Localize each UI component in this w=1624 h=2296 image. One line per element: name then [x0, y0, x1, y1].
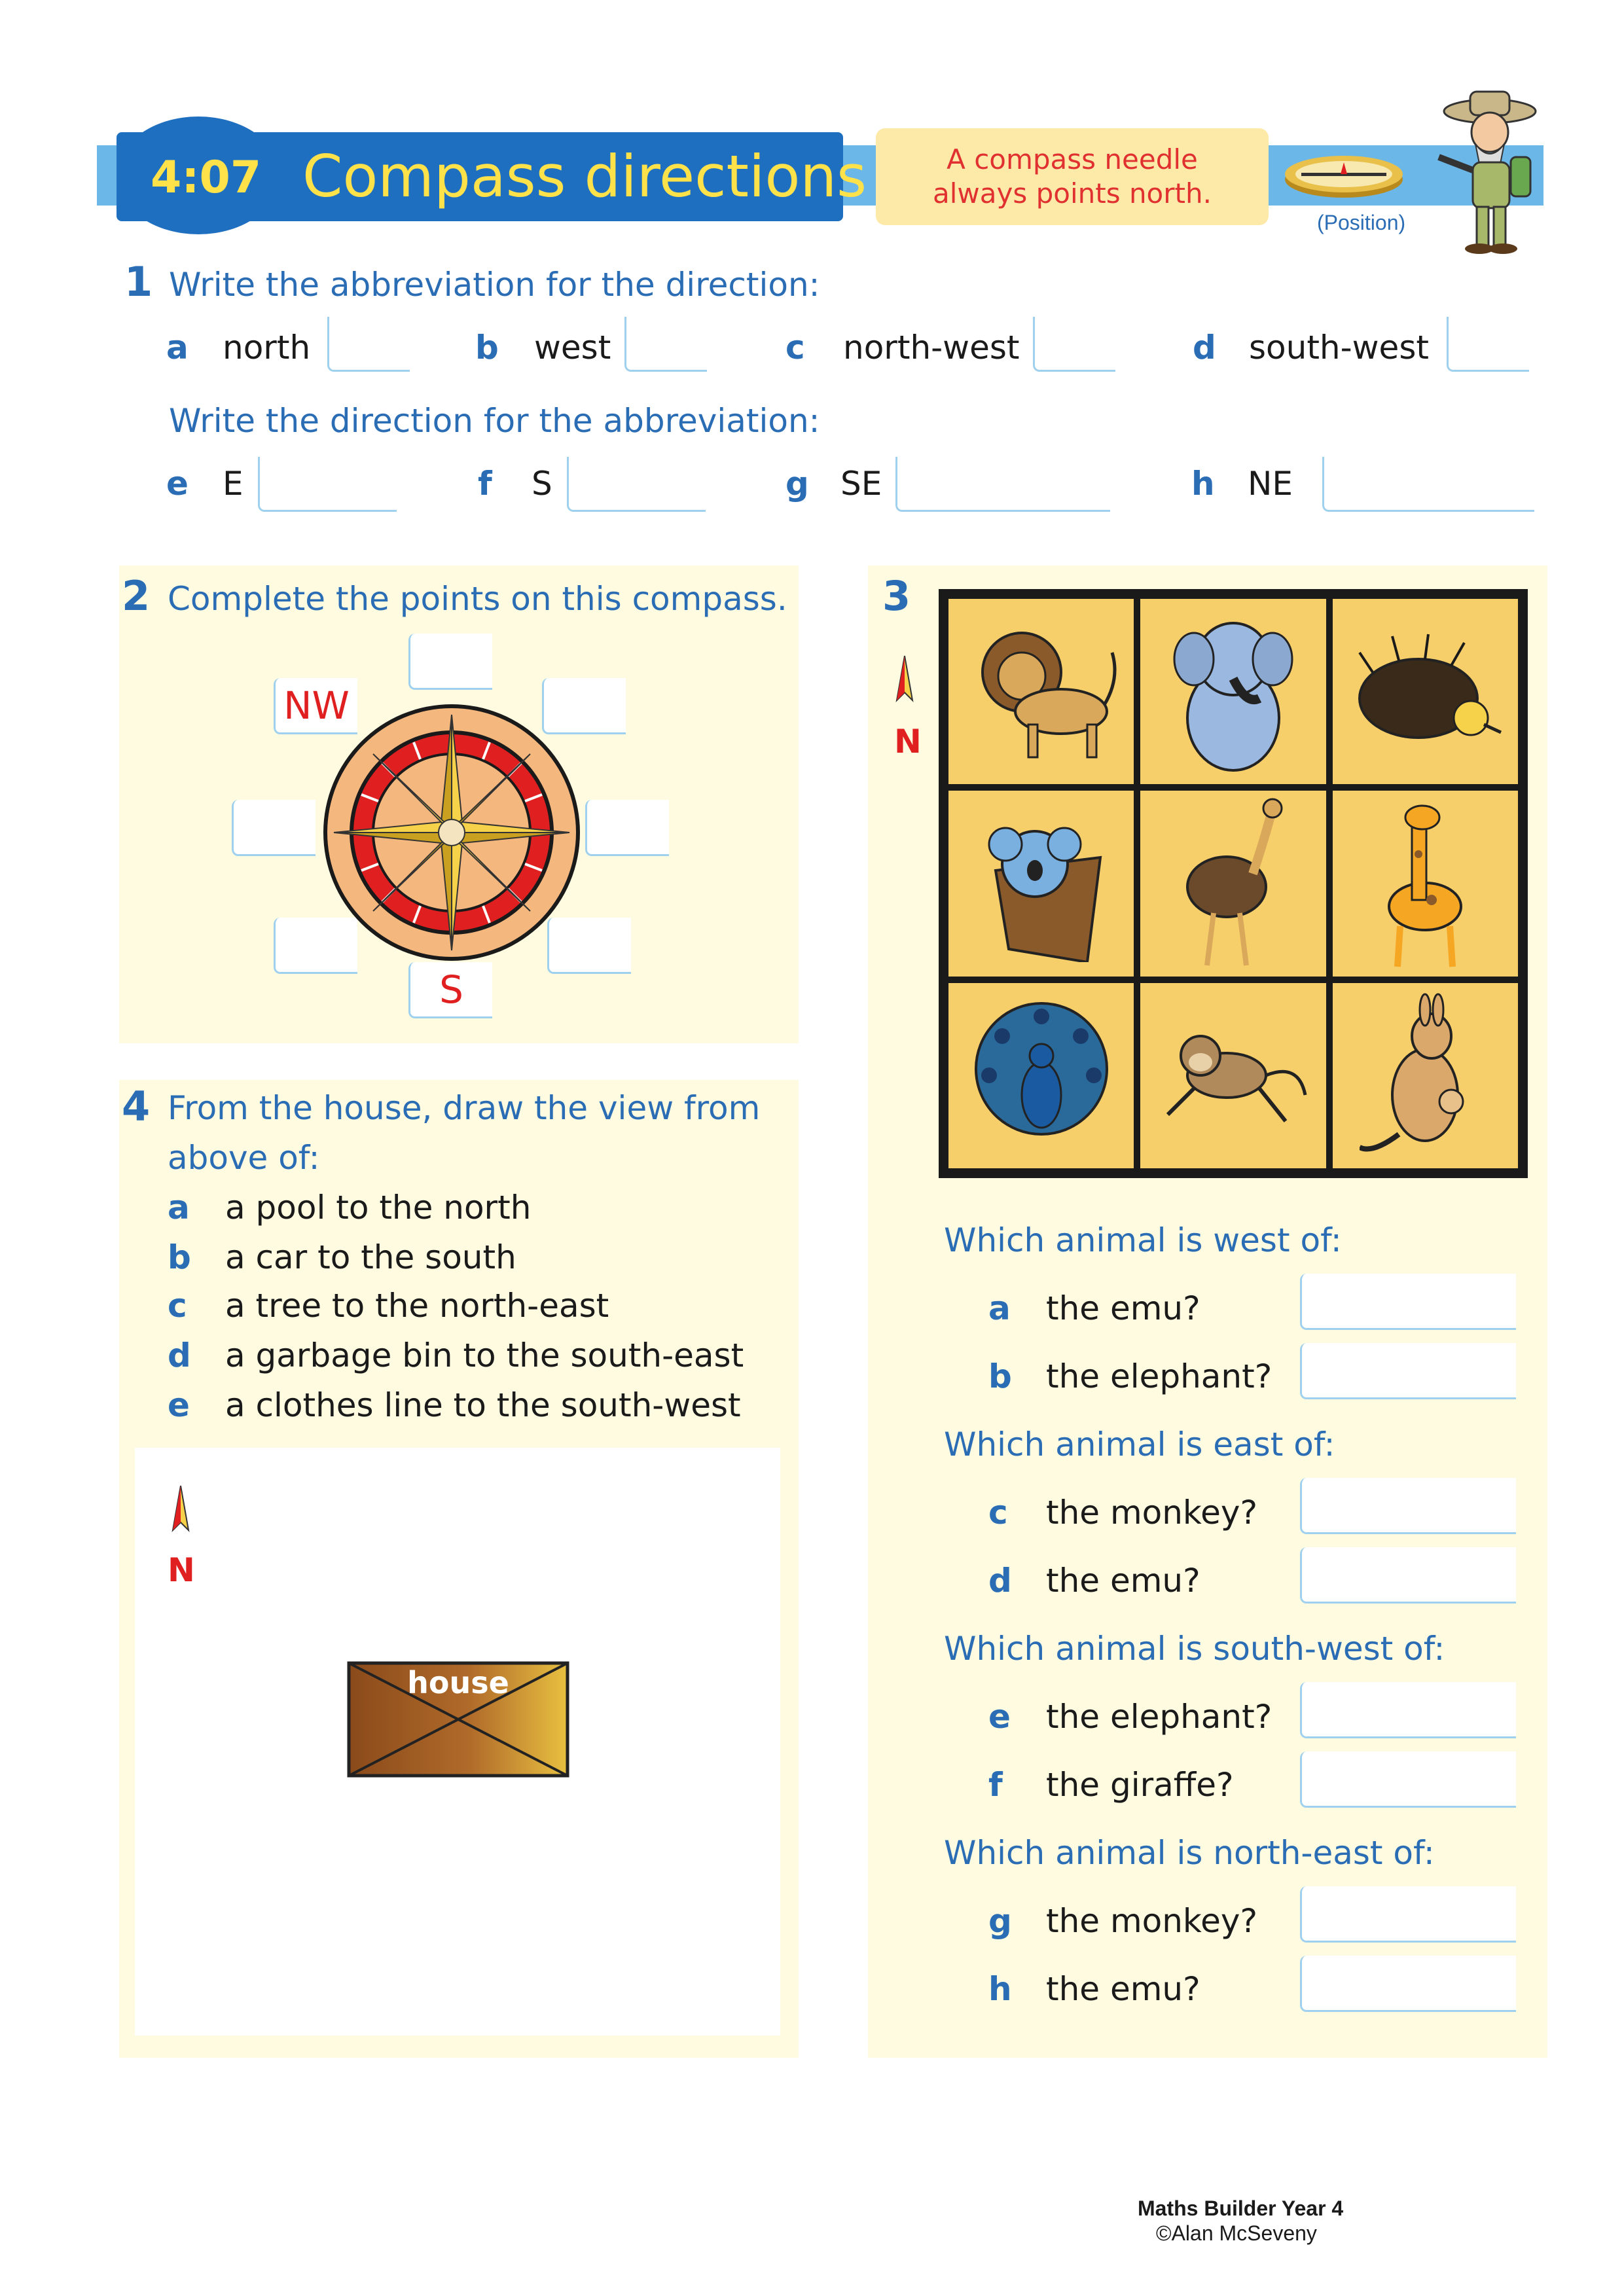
q1d-text: south-west [1249, 329, 1429, 367]
q3-heading-west: Which animal is west of: [944, 1221, 1342, 1259]
grid-cell-echidna [1329, 596, 1521, 787]
q3g-answer-box[interactable] [1300, 1886, 1516, 1943]
q4e-label: e [168, 1386, 190, 1424]
giraffe-icon [1360, 795, 1490, 972]
q1g-label: g [785, 465, 809, 503]
q1g-answer-box[interactable] [895, 457, 1110, 512]
q3b-text: the elephant? [1046, 1357, 1272, 1395]
grid-cell-koala [945, 787, 1137, 979]
q1b-answer-box[interactable] [624, 317, 707, 372]
q1-number: 1 [124, 258, 153, 306]
q1c-text: north-west [843, 329, 1020, 367]
page-title: Compass directions [302, 143, 867, 210]
q1f-text: S [532, 465, 552, 503]
grid-cell-monkey [1137, 980, 1329, 1172]
monkey-icon [1155, 1010, 1312, 1141]
compass-n-box[interactable] [408, 634, 492, 690]
q1b-label: b [475, 329, 499, 367]
q4-prompt-line2: above of: [168, 1139, 320, 1177]
compass-rose-icon [321, 702, 583, 963]
grid-cell-giraffe [1329, 787, 1521, 979]
q3b-answer-box[interactable] [1300, 1343, 1516, 1399]
grid-cell-emu [1137, 787, 1329, 979]
q1f-label: f [478, 465, 492, 503]
q1g-text: SE [840, 465, 882, 503]
q1-prompt-abbrev: Write the abbreviation for the direction: [169, 266, 820, 304]
q3a-answer-box[interactable] [1300, 1274, 1516, 1330]
tip-box [876, 128, 1269, 225]
q4-prompt-line1: From the house, draw the view from [168, 1089, 761, 1127]
position-label: (Position) [1317, 211, 1406, 234]
q4d-label: d [168, 1336, 191, 1374]
grid-cell-kangaroo [1329, 980, 1521, 1172]
compass-s-box[interactable] [408, 962, 492, 1018]
q3g-label: g [988, 1902, 1012, 1940]
kangaroo-icon [1360, 990, 1490, 1160]
q3-north-label: N [894, 723, 922, 761]
q3e-label: e [988, 1698, 1011, 1736]
q3h-answer-box[interactable] [1300, 1956, 1516, 2012]
q1h-label: h [1191, 465, 1215, 503]
compass-e-box[interactable] [585, 800, 669, 856]
q1a-answer-box[interactable] [327, 317, 410, 372]
q4-number: 4 [122, 1083, 151, 1130]
q2-number: 2 [122, 572, 151, 620]
q1e-answer-box[interactable] [258, 457, 397, 512]
koala-icon [969, 805, 1113, 962]
q1b-text: west [534, 329, 611, 367]
q1a-label: a [166, 329, 189, 367]
q3-heading-north-east: Which animal is north-east of: [944, 1834, 1435, 1872]
q4b-text: a car to the south [225, 1238, 516, 1276]
echidna-icon [1346, 626, 1504, 757]
q3b-label: b [988, 1357, 1012, 1395]
q3-heading-east: Which animal is east of: [944, 1426, 1335, 1463]
q4a-text: a pool to the north [225, 1189, 532, 1227]
q3g-text: the monkey? [1046, 1902, 1257, 1940]
q3c-answer-box[interactable] [1300, 1478, 1516, 1534]
q4b-label: b [168, 1238, 191, 1276]
q3c-label: c [988, 1494, 1008, 1532]
q3f-answer-box[interactable] [1300, 1751, 1516, 1808]
q4e-text: a clothes line to the south-west [225, 1386, 741, 1424]
q1a-text: north [223, 329, 311, 367]
q1d-answer-box[interactable] [1447, 317, 1529, 372]
house-label: house [407, 1665, 509, 1700]
q4a-label: a [168, 1189, 190, 1227]
footer-book-title: Maths Builder Year 4 [1138, 2197, 1344, 2220]
q1f-answer-box[interactable] [567, 457, 706, 512]
q3c-text: the monkey? [1046, 1494, 1257, 1532]
q4-north-label: N [168, 1551, 195, 1589]
footer-copyright: ©Alan McSeveny [1156, 2221, 1317, 2245]
compass-s-text: S [439, 967, 463, 1012]
compass-nw-text: NW [283, 683, 350, 728]
q3d-label: d [988, 1562, 1012, 1600]
q3h-label: h [988, 1970, 1012, 2008]
q4c-text: a tree to the north-east [225, 1287, 609, 1325]
q3a-text: the emu? [1046, 1289, 1200, 1327]
q4c-label: c [168, 1287, 187, 1325]
q4d-text: a garbage bin to the south-east [225, 1336, 744, 1374]
q1e-text: E [223, 465, 244, 503]
q3e-answer-box[interactable] [1300, 1682, 1516, 1738]
elephant-icon [1161, 607, 1305, 777]
animal-grid [939, 589, 1528, 1178]
grid-cell-elephant [1137, 596, 1329, 787]
peacock-icon [963, 997, 1120, 1154]
compass-w-box[interactable] [232, 800, 316, 856]
q3a-label: a [988, 1289, 1011, 1327]
q4-north-arrow-icon [168, 1483, 194, 1555]
q3f-label: f [988, 1766, 1003, 1804]
q3d-answer-box[interactable] [1300, 1547, 1516, 1604]
q3-heading-south-west: Which animal is south-west of: [944, 1630, 1445, 1668]
q3-north-arrow-icon [892, 653, 918, 725]
q3f-text: the giraffe? [1046, 1766, 1234, 1804]
q1h-answer-box[interactable] [1322, 457, 1534, 512]
q1h-text: NE [1248, 465, 1293, 503]
q1d-label: d [1193, 329, 1216, 367]
q1c-label: c [785, 329, 805, 367]
q3d-text: the emu? [1046, 1562, 1200, 1600]
q2-prompt: Complete the points on this compass. [168, 580, 787, 618]
q3-number: 3 [882, 572, 911, 620]
grid-cell-lion [945, 596, 1137, 787]
q1c-answer-box[interactable] [1033, 317, 1115, 372]
lesson-number: 4:07 [151, 152, 262, 204]
q3h-text: the emu? [1046, 1970, 1200, 2008]
q1e-label: e [166, 465, 189, 503]
tip-text: A compass needle always points north. [933, 143, 1212, 209]
explorer-character-icon [1419, 79, 1550, 255]
grid-cell-peacock [945, 980, 1137, 1172]
emu-icon [1168, 795, 1299, 972]
lion-icon [963, 613, 1120, 770]
compass-coin-icon [1282, 152, 1406, 199]
q3e-text: the elephant? [1046, 1698, 1272, 1736]
q1-prompt-direction: Write the direction for the abbreviation: [169, 402, 820, 440]
